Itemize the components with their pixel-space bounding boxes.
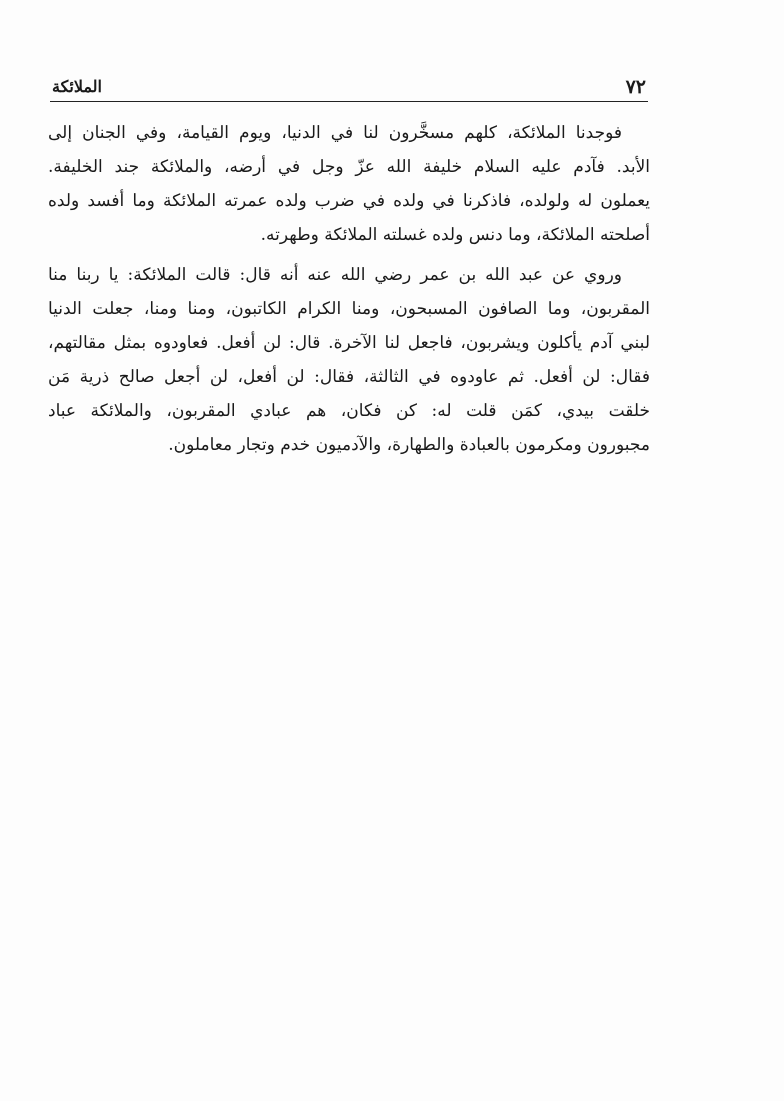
running-title: الملائكة	[52, 77, 102, 96]
text-line: مجبورون ومكرمون بالعبادة والطهارة، والآدميون خدم وتجار معاملون.	[168, 435, 650, 455]
page-number: ٧٢	[625, 76, 646, 98]
paragraph-2	[48, 258, 650, 462]
paragraph-1	[48, 116, 650, 252]
running-header	[50, 72, 648, 102]
header-rule	[50, 101, 648, 102]
text-line: لبني آدم يأكلون ويشربون، فاجعل لنا الآخرة. قال: لن أفعل. فعاودوه بمثل مقالتهم،	[48, 333, 650, 353]
text-line: المقربون، وما الصافون المسبحون، ومنا الكرام الكاتبون، ومنا ومنا، جعلت الدنيا	[48, 299, 650, 319]
text-line: أصلحته الملائكة، وما دنس ولده غسلته الملائكة وطهرته.	[260, 225, 650, 245]
text-line: وروي عن عبد الله بن عمر رضي الله عنه أنه قال: قالت الملائكة: يا ربنا منا	[48, 265, 622, 285]
text-line: الأبد. فآدم عليه السلام خليفة الله عزّ وجل في أرضه، والملائكة جند الخليفة.	[48, 157, 650, 177]
text-line: فقال: لن أفعل. ثم عاودوه في الثالثة، فقال: لن أفعل، لن أجعل صالح ذرية مَن	[48, 367, 650, 387]
text-line: خلقت بيدي، كمَن قلت له: كن فكان، هم عبادي المقربون، والملائكة عباد	[48, 401, 650, 421]
text-line: فوجدنا الملائكة، كلهم مسخَّرون لنا في الدنيا، ويوم القيامة، وفي الجنان إلى	[48, 123, 622, 143]
text-line: يعملون له ولولده، فاذكرنا في ولده في ضرب ولده عمرته الملائكة وما أفسد ولده	[48, 191, 650, 211]
body-text	[48, 116, 650, 462]
